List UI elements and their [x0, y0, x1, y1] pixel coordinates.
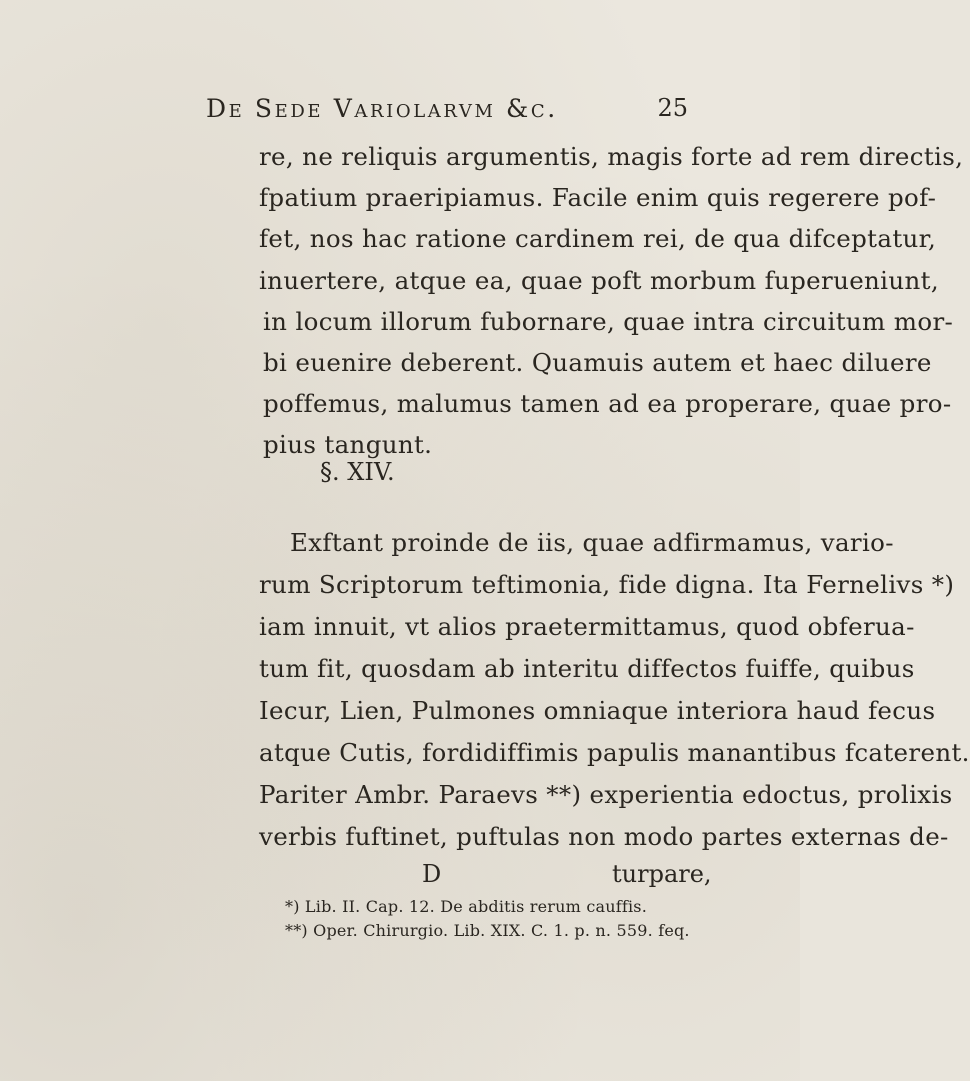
text-line: Pariter Ambr. Paraevs **) experientia edoctus, prolixis: [259, 780, 953, 809]
text-line: Exftant proinde de iis, quae adfirmamus, vario-: [290, 528, 894, 557]
text-line: iam innuit, vt alios praetermittamus, quod obferua-: [259, 612, 915, 641]
text-line: inuertere, atque ea, quae poft morbum fuperueniunt,: [259, 266, 939, 295]
text-line: fet, nos hac ratione cardinem rei, de qua difceptatur,: [259, 224, 937, 253]
text-line: Iecur, Lien, Pulmones omniaque interiora haud fecus: [259, 696, 936, 725]
running-header: [206, 94, 688, 130]
footnote: **) Oper. Chirurgio. Lib. XIX. C. 1. p. n. 559. feq.: [285, 921, 690, 940]
text-line: rum Scriptorum teftimonia, fide digna. Ita Fernelivs *): [259, 570, 955, 599]
text-line: poffemus, malumus tamen ad ea properare, quae pro-: [263, 389, 952, 418]
text-line: bi euenire deberent. Quamuis autem et haec diluere: [263, 348, 932, 377]
text-line: tum fit, quosdam ab interitu diffectos fuiffe, quibus: [259, 654, 915, 683]
text-line: pius tangunt.: [263, 430, 433, 459]
text-line: in locum illorum fubornare, quae intra circuitum mor-: [263, 307, 954, 336]
catchword: turpare,: [612, 860, 712, 888]
page-number: 25: [657, 94, 688, 122]
footnote: *) Lib. II. Cap. 12. De abditis rerum cauffis.: [285, 897, 647, 916]
text-line: atque Cutis, fordidiffimis papulis manantibus fcaterent.: [259, 738, 970, 767]
text-line: fpatium praeripiamus. Facile enim quis regerere pof-: [259, 183, 937, 212]
signature-mark: D: [422, 860, 442, 888]
text-line: re, ne reliquis argumentis, magis forte ad rem directis,: [259, 142, 964, 171]
book-page: De Sede Variolarvm &c. 25 re, ne reliquis argumentis, magis forte ad rem directis, fpatium praeripiamus. Facile enim quis regerere pof- fet, nos hac ratione cardinem rei, de qua difceptatur, inuertere, atque ea, quae poft morbum fuperueniunt, in locum illorum fubornare, quae intra circuitum mor- bi euenire deberent. Quamuis autem et haec diluere poffemus, malumus tamen ad ea properare, quae pro- pius tangunt. §. XIV. Exftant proinde de iis, quae adfirmamus, vario- rum Scriptorum teftimonia, fide digna. Ita Fernelivs *) iam innuit, vt alios praetermittamus, quod obferua- tum fit, quosdam ab interitu diffectos fuiffe, quibus Iecur, Lien, Pulmones omniaque interiora haud fecus atque Cutis, fordidiffimis papulis manantibus fcaterent. Pariter Ambr. Paraevs **) experientia edoctus, prolixis verbis fuftinet, puftulas non modo partes externas de- D turpare, *) Lib. II. Cap. 12. De abditis rerum cauffis. **) Oper. Chirurgio. Lib. XIX. C. 1. p. n. 559. feq.: [0, 0, 800, 1081]
text-line: verbis fuftinet, puftulas non modo partes externas de-: [259, 822, 949, 851]
running-title: De Sede Variolarvm &c.: [206, 94, 558, 123]
